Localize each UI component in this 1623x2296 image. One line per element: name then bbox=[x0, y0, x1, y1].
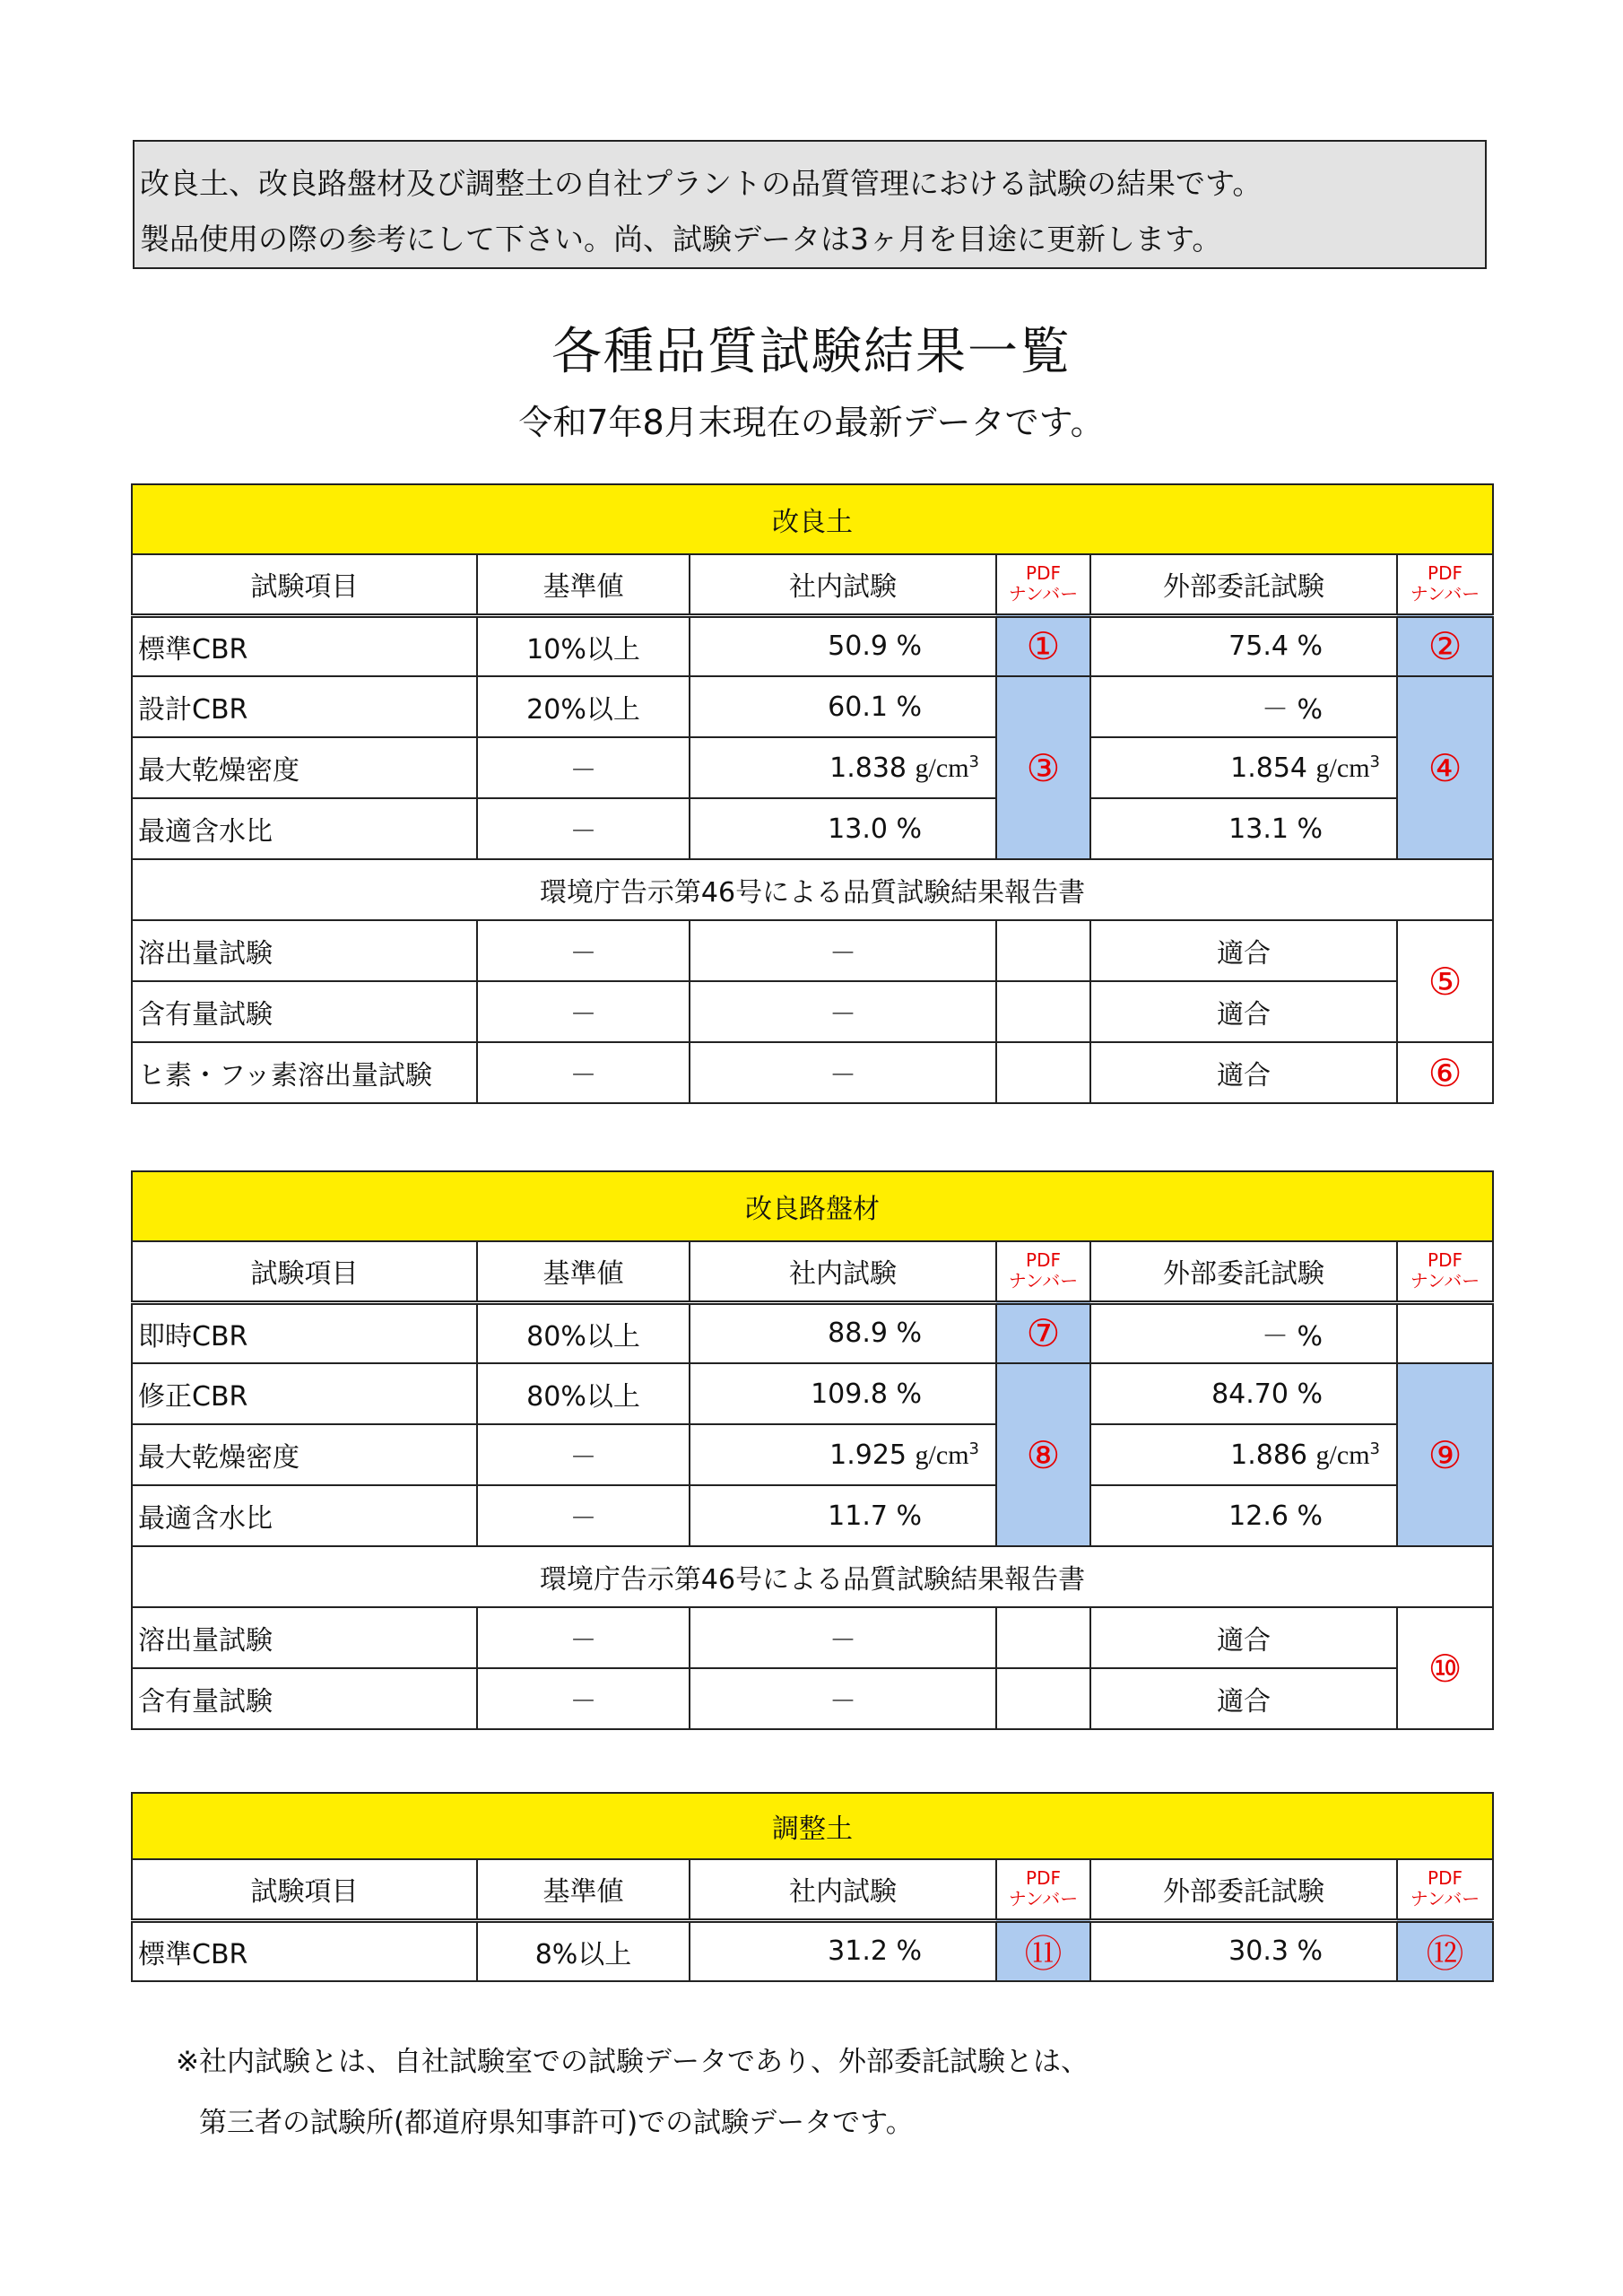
number-label: ナンバー bbox=[1410, 1270, 1480, 1292]
env-report-title: 環境庁告示第46号による品質試験結果報告書 bbox=[132, 859, 1493, 920]
table-row bbox=[132, 798, 1493, 859]
header-internal: 社内試験 bbox=[690, 1859, 996, 1920]
row-item: 修正CBR bbox=[132, 1363, 477, 1424]
row-standard: － bbox=[477, 1668, 690, 1729]
row-internal bbox=[690, 1424, 996, 1485]
header-item: 試験項目 bbox=[132, 554, 477, 615]
pdf-label: PDF bbox=[1026, 1249, 1061, 1272]
row-internal: 31.2 % bbox=[690, 1920, 996, 1981]
table-row bbox=[132, 737, 1493, 798]
kairyo-do-table bbox=[131, 483, 1494, 1104]
table-row bbox=[132, 615, 1493, 676]
pdf-link-5[interactable]: ⑤ bbox=[1397, 920, 1493, 1042]
pdf-link-3[interactable]: ③ bbox=[996, 676, 1090, 859]
row-item: 最適含水比 bbox=[132, 1485, 477, 1546]
pdf-link-4[interactable]: ④ bbox=[1397, 676, 1493, 859]
row-item: 即時CBR bbox=[132, 1302, 477, 1363]
row-external: 12.6 % bbox=[1090, 1485, 1397, 1546]
header-standard: 基準値 bbox=[477, 554, 690, 615]
pdf-label: PDF bbox=[1428, 562, 1462, 585]
pdf-link-6[interactable]: ⑥ bbox=[1397, 1042, 1493, 1103]
table-row bbox=[132, 676, 1493, 737]
header-internal: 社内試験 bbox=[690, 1241, 996, 1302]
section-title: 改良路盤材 bbox=[132, 1171, 1493, 1241]
pdf-label: PDF bbox=[1026, 562, 1061, 585]
row-external: 適合 bbox=[1090, 1668, 1397, 1729]
header-pdf-number bbox=[996, 554, 1090, 615]
row-item: 含有量試験 bbox=[132, 1668, 477, 1729]
row-external: 適合 bbox=[1090, 1042, 1397, 1103]
row-external: 75.4 % bbox=[1090, 615, 1397, 676]
row-internal: 11.7 % bbox=[690, 1485, 996, 1546]
header-standard: 基準値 bbox=[477, 1859, 690, 1920]
table-row bbox=[132, 1485, 1493, 1546]
pdf-empty-cell bbox=[996, 1607, 1090, 1668]
row-standard: － bbox=[477, 798, 690, 859]
density-value: 1.854 bbox=[1230, 752, 1307, 784]
row-external: － % bbox=[1090, 676, 1397, 737]
row-internal: － bbox=[690, 981, 996, 1042]
row-item: 標準CBR bbox=[132, 615, 477, 676]
header-pdf-number bbox=[1397, 1241, 1493, 1302]
unit-exponent: 3 bbox=[968, 1439, 979, 1458]
row-internal: － bbox=[690, 1607, 996, 1668]
page-title: 各種品質試験結果一覧 bbox=[551, 323, 1072, 381]
row-internal: － bbox=[690, 1042, 996, 1103]
table-row bbox=[132, 1668, 1493, 1729]
pdf-link-10[interactable]: ⑩ bbox=[1397, 1607, 1493, 1729]
pdf-link-8[interactable]: ⑧ bbox=[996, 1363, 1090, 1546]
density-unit: g/cm bbox=[915, 752, 969, 783]
table-row bbox=[132, 1042, 1493, 1103]
row-standard: － bbox=[477, 1485, 690, 1546]
row-external: 適合 bbox=[1090, 1607, 1397, 1668]
density-unit: g/cm bbox=[915, 1439, 969, 1470]
header-standard: 基準値 bbox=[477, 1241, 690, 1302]
row-item: 最大乾燥密度 bbox=[132, 1424, 477, 1485]
pdf-link-7[interactable]: ⑦ bbox=[996, 1302, 1090, 1363]
unit-exponent: 3 bbox=[1369, 752, 1380, 771]
row-standard: － bbox=[477, 981, 690, 1042]
pdf-label: PDF bbox=[1428, 1249, 1462, 1272]
row-standard: 20%以上 bbox=[477, 676, 690, 737]
row-internal: 60.1 % bbox=[690, 676, 996, 737]
table-row bbox=[132, 1920, 1493, 1981]
header-item: 試験項目 bbox=[132, 1241, 477, 1302]
header-external: 外部委託試験 bbox=[1090, 1241, 1397, 1302]
footnote-line-1: ※社内試験とは、自社試験室での試験データであり、外部委託試験とは、 bbox=[176, 2046, 1089, 2078]
row-item: 含有量試験 bbox=[132, 981, 477, 1042]
table-row bbox=[132, 1424, 1493, 1485]
pdf-empty-cell bbox=[1397, 1302, 1493, 1363]
section-title: 改良土 bbox=[132, 484, 1493, 554]
row-item: 溶出量試験 bbox=[132, 1607, 477, 1668]
density-unit: g/cm bbox=[1315, 1439, 1370, 1470]
number-label: ナンバー bbox=[1008, 1270, 1079, 1292]
row-external: 84.70 % bbox=[1090, 1363, 1397, 1424]
row-item: 最大乾燥密度 bbox=[132, 737, 477, 798]
row-internal: － bbox=[690, 920, 996, 981]
row-internal: 50.9 % bbox=[690, 615, 996, 676]
kairyo-robanzai-table bbox=[131, 1170, 1494, 1730]
pdf-link-9[interactable]: ⑨ bbox=[1397, 1363, 1493, 1546]
pdf-label: PDF bbox=[1428, 1867, 1462, 1890]
notice-line-1: 改良土、改良路盤材及び調整土の自社プラントの品質管理における試験の結果です。 bbox=[140, 166, 1263, 201]
number-label: ナンバー bbox=[1410, 1888, 1480, 1910]
header-internal: 社内試験 bbox=[690, 554, 996, 615]
pdf-label: PDF bbox=[1026, 1867, 1061, 1890]
pdf-empty-cell bbox=[996, 920, 1090, 981]
header-item: 試験項目 bbox=[132, 1859, 477, 1920]
row-external bbox=[1090, 1424, 1397, 1485]
chosei-do-table bbox=[131, 1792, 1494, 1982]
pdf-empty-cell bbox=[996, 1668, 1090, 1729]
row-external: 13.1 % bbox=[1090, 798, 1397, 859]
number-label: ナンバー bbox=[1008, 583, 1079, 605]
pdf-link-11[interactable]: ⑪ bbox=[996, 1920, 1090, 1981]
row-internal bbox=[690, 737, 996, 798]
unit-exponent: 3 bbox=[1369, 1439, 1380, 1458]
pdf-link-2[interactable]: ② bbox=[1397, 615, 1493, 676]
density-value: 1.886 bbox=[1230, 1439, 1307, 1471]
table-row bbox=[132, 981, 1493, 1042]
header-pdf-number bbox=[1397, 1859, 1493, 1920]
notice-box bbox=[133, 140, 1487, 269]
row-external: － % bbox=[1090, 1302, 1397, 1363]
env-report-title: 環境庁告示第46号による品質試験結果報告書 bbox=[132, 1546, 1493, 1607]
row-standard: － bbox=[477, 737, 690, 798]
pdf-empty-cell bbox=[996, 1042, 1090, 1103]
row-standard: － bbox=[477, 920, 690, 981]
density-unit: g/cm bbox=[1315, 752, 1370, 783]
pdf-link-1[interactable]: ① bbox=[996, 615, 1090, 676]
footnote bbox=[176, 2031, 1089, 2153]
row-internal: 13.0 % bbox=[690, 798, 996, 859]
pdf-empty-cell bbox=[996, 981, 1090, 1042]
header-pdf-number bbox=[1397, 554, 1493, 615]
row-item: ヒ素・フッ素溶出量試験 bbox=[132, 1042, 477, 1103]
row-standard: － bbox=[477, 1042, 690, 1103]
page-subtitle: 令和7年8月末現在の最新データです。 bbox=[518, 403, 1105, 442]
row-item: 溶出量試験 bbox=[132, 920, 477, 981]
row-standard: － bbox=[477, 1607, 690, 1668]
row-item: 最適含水比 bbox=[132, 798, 477, 859]
density-value: 1.925 bbox=[829, 1439, 907, 1471]
row-external bbox=[1090, 737, 1397, 798]
row-item: 標準CBR bbox=[132, 1920, 477, 1981]
row-external: 適合 bbox=[1090, 981, 1397, 1042]
row-standard: 80%以上 bbox=[477, 1302, 690, 1363]
table-row bbox=[132, 1607, 1493, 1668]
row-standard: － bbox=[477, 1424, 690, 1485]
pdf-link-12[interactable]: ⑫ bbox=[1397, 1920, 1493, 1981]
header-external: 外部委託試験 bbox=[1090, 554, 1397, 615]
header-pdf-number bbox=[996, 1241, 1090, 1302]
row-external: 30.3 % bbox=[1090, 1920, 1397, 1981]
row-internal: 88.9 % bbox=[690, 1302, 996, 1363]
table-row bbox=[132, 1302, 1493, 1363]
header-pdf-number bbox=[996, 1859, 1090, 1920]
section-title: 調整土 bbox=[132, 1793, 1493, 1859]
row-external: 適合 bbox=[1090, 920, 1397, 981]
row-standard: 80%以上 bbox=[477, 1363, 690, 1424]
number-label: ナンバー bbox=[1410, 583, 1480, 605]
density-value: 1.838 bbox=[829, 752, 907, 784]
table-row bbox=[132, 920, 1493, 981]
row-internal: － bbox=[690, 1668, 996, 1729]
number-label: ナンバー bbox=[1008, 1888, 1079, 1910]
header-external: 外部委託試験 bbox=[1090, 1859, 1397, 1920]
row-standard: 8%以上 bbox=[477, 1920, 690, 1981]
row-standard: 10%以上 bbox=[477, 615, 690, 676]
unit-exponent: 3 bbox=[968, 752, 979, 771]
table-row bbox=[132, 1363, 1493, 1424]
row-internal: 109.8 % bbox=[690, 1363, 996, 1424]
notice-line-2: 製品使用の際の参考にして下さい。尚、試験データは3ヶ月を目途に更新します。 bbox=[140, 222, 1222, 257]
footnote-line-2: 第三者の試験所(都道府県知事許可)での試験データです。 bbox=[199, 2107, 914, 2139]
row-item: 設計CBR bbox=[132, 676, 477, 737]
